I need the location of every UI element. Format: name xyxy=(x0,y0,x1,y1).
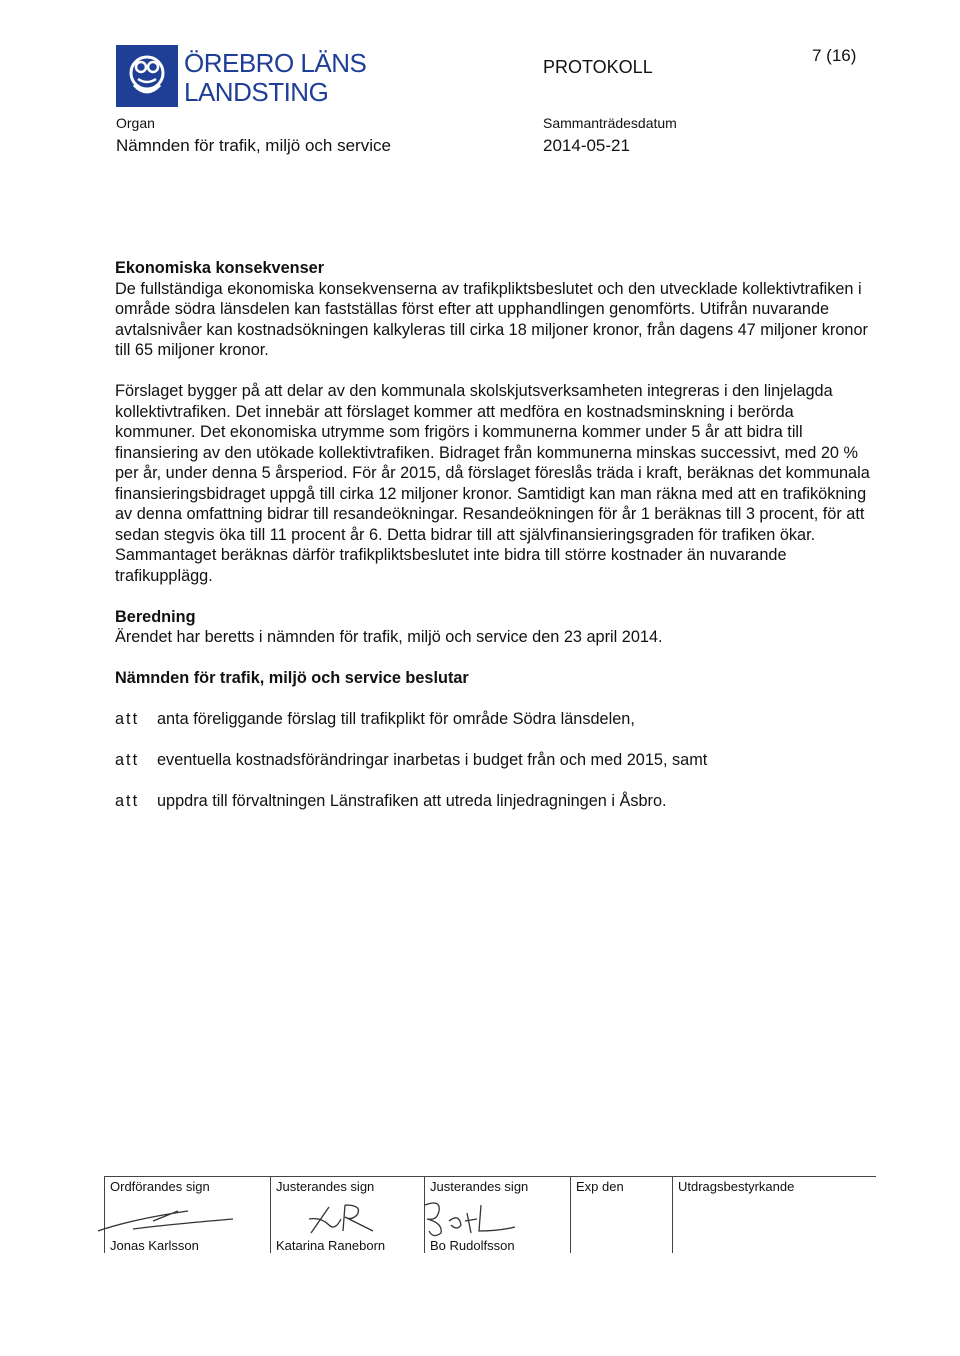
signature-header: Utdragsbestyrkande xyxy=(678,1179,795,1194)
signature-cell-exp xyxy=(570,1177,673,1253)
decision-item xyxy=(115,709,875,730)
organ-value: Nämnden för trafik, miljö och service xyxy=(116,136,391,155)
organ-label: Organ xyxy=(116,115,155,131)
page-number: 7 (16) xyxy=(812,46,857,65)
decision-text: eventuella kostnadsförändringar inarbetas i budget från och med 2015, samt xyxy=(157,751,708,769)
economic-consequences-heading: Ekonomiska konsekvenser xyxy=(115,259,325,277)
date-value: 2014-05-21 xyxy=(543,136,630,155)
document-type: PROTOKOLL xyxy=(543,57,653,77)
handwritten-signature-icon xyxy=(93,1199,243,1239)
signature-table xyxy=(104,1176,876,1253)
logo-line-1: ÖREBRO LÄNS xyxy=(184,48,367,78)
landsting-logo-icon xyxy=(116,45,178,107)
signature-cell-adjuster-2 xyxy=(424,1177,571,1253)
signatory-name: Katarina Raneborn xyxy=(276,1238,386,1253)
signatory-name: Jonas Karlsson xyxy=(110,1238,199,1253)
beredning-heading: Beredning xyxy=(115,607,196,626)
decision-item xyxy=(115,750,875,771)
signature-cell-certification xyxy=(672,1177,877,1253)
att-keyword: att xyxy=(115,792,140,810)
signature-cell-adjuster-1 xyxy=(270,1177,425,1253)
handwritten-signature-icon xyxy=(419,1195,529,1241)
decision-item xyxy=(115,791,875,812)
logo-line-2: LANDSTING xyxy=(184,77,329,107)
signature-cell-chair xyxy=(104,1177,271,1253)
decision-text: anta föreliggande förslag till trafikplikt för område Södra länsdelen, xyxy=(157,710,635,728)
signature-header: Justerandes sign xyxy=(276,1179,375,1194)
decision-text: uppdra till förvaltningen Länstrafiken att utreda linjedragningen i Åsbro. xyxy=(157,792,667,810)
signature-header: Ordförandes sign xyxy=(110,1179,210,1194)
signature-header: Justerandes sign xyxy=(430,1179,529,1194)
economic-paragraph-1: De fullständiga ekonomiska konsekvenserna av trafikpliktsbeslutet och den utvecklade kollektivtrafiken i område södra länsdelen kan fastställas först efter att upphandlingen genomförts. Utifrån nuvarande avtalsnivåer kan kostnadsökningen kalkyleras till cirka 18 miljoner kronor, från dagens 47 miljoner kronor till 65 miljoner kronor. xyxy=(115,279,868,359)
signatory-name: Bo Rudolfsson xyxy=(430,1238,515,1253)
economic-paragraph-2: Förslaget bygger på att delar av den kommunala skolskjutsverksamheten integreras i den linjelagda kollektivtrafiken. Det innebär att förslaget kommer att medföra en kostnadsminskning i berörda kommuner. Det ekonomiska utrymme som frigörs i kommunerna kommer under 5 år att bidra till finansiering av den utökade kollektivtrafiken. Bidraget från kommunerna minskas successivt, med 20 % per år, under denna 5 årsperiod. För år 2015, då förslaget föreslås träda i kraft, beräknas det kommunala finansieringsbidraget uppgå till cirka 12 miljoner kronor. Samtidigt kan man räkna med att en trafikökning av denna omfattning bidrar till resandeökningar. Resandeökningen för år 1 beräknas till 3 procent, för att sedan stegvis öka till 11 procent år 6. Detta bidrar till att självfinansieringsgraden för trafiken ökar. Sammantaget beräknas därför trafikpliktsbeslutet inte bidra till större kostnader än nuvarande trafikupplägg. xyxy=(115,382,870,585)
beredning-text: Ärendet har beretts i nämnden för trafik, miljö och service den 23 april 2014. xyxy=(115,628,663,646)
handwritten-signature-icon xyxy=(301,1197,391,1239)
logo-wordmark xyxy=(184,49,366,107)
att-keyword: att xyxy=(115,751,140,769)
date-label: Sammanträdesdatum xyxy=(543,115,677,131)
att-keyword: att xyxy=(115,710,140,728)
signature-header: Exp den xyxy=(576,1179,624,1194)
decision-heading: Nämnden för trafik, miljö och service beslutar xyxy=(115,669,469,687)
document-body xyxy=(115,258,875,812)
